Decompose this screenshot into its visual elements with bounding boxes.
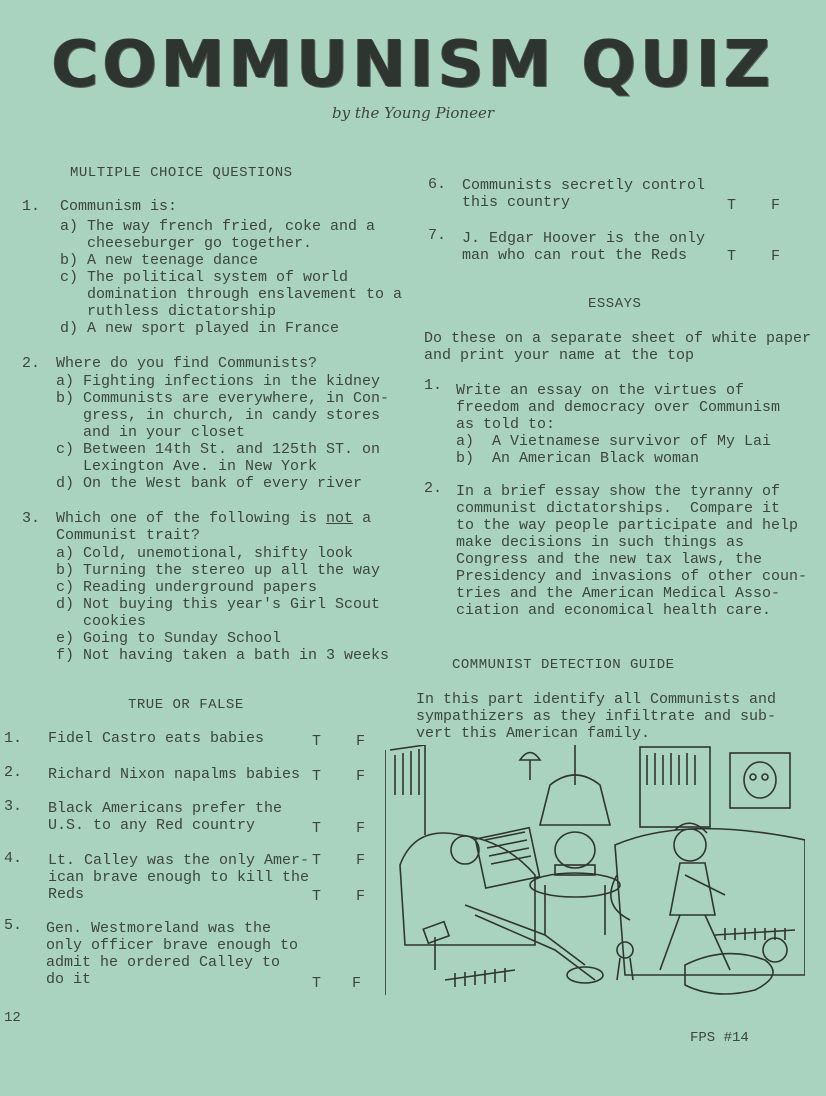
mc-q3-option-a: a) Cold, unemotional, shifty look [56,545,354,562]
tf-q3-false: F [356,820,366,837]
tf-q2-text: Richard Nixon napalms babies [48,766,301,783]
tf-q6-text: Communists secretly control this country [462,177,706,211]
tf-q7-text: J. Edgar Hoover is the only man who can rout the Reds [462,230,706,264]
mc-q1-option-c2: domination through enslavement to a [60,286,403,303]
mc-q3-prompt: Which one of the following is not a [56,510,372,527]
tf-q6-true: T [727,197,737,214]
mc-q3-prompt-line2: Communist trait? [56,527,201,544]
tf-q7-false: F [771,248,781,265]
mc-q1-option-b: b) A new teenage dance [60,252,259,269]
mc-q3-option-e: e) Going to Sunday School [56,630,282,647]
essay-2-number: 2. [424,480,443,497]
detection-heading: COMMUNIST DETECTION GUIDE [452,657,675,673]
mc-q2-option-b2: gress, in church, in candy stores [56,407,381,424]
tf-q6-number: 6. [428,176,447,193]
page-number: 12 [4,1010,21,1026]
tf-q1-true: T [312,733,322,750]
tf-q2-false: F [356,768,366,785]
mc-q3-option-b: b) Turning the stereo up all the way [56,562,381,579]
mc-q2-option-b3: and in your closet [56,424,246,441]
mc-q2-option-c1: c) Between 14th St. and 125th ST. on [56,441,381,458]
true-false-heading: TRUE OR FALSE [128,697,244,713]
essay-1-number: 1. [424,377,443,394]
tf-q4-number: 4. [4,850,23,867]
essays-heading: ESSAYS [588,296,642,312]
essay-2-text: In a brief essay show the tyranny of communist dictatorships. Compare it to the way people participate and help make decisions in such things as Congress and the new tax laws, the Presidency and invasions of other coun- tries and the American Medical Asso- ciation and economical health care. [456,483,808,619]
mc-q1-option-a1: a) The way french fried, coke and a [60,218,376,235]
tf-q6-false: F [771,197,781,214]
tf-q2-true: T [312,768,322,785]
mc-q1-option-c3: ruthless dictatorship [60,303,277,320]
tf-q4-true: T [312,852,322,869]
tf-q1-false: F [356,733,366,750]
family-cartoon-illustration [385,745,805,1005]
tf-q4b-false: F [356,888,366,905]
mc-q3-option-f: f) Not having taken a bath in 3 weeks [56,647,390,664]
mc-q2-number: 2. [22,355,41,372]
mc-q1-option-c1: c) The political system of world [60,269,349,286]
tf-q7-number: 7. [428,227,447,244]
tf-q3-true: T [312,820,322,837]
tf-q5-false: F [352,975,362,992]
mc-q2-option-a: a) Fighting infections in the kidney [56,373,381,390]
tf-q1-text: Fidel Castro eats babies [48,730,265,747]
essay-1-text: Write an essay on the virtues of freedom and democracy over Communism as told to: a) A Vietnamese survivor of My Lai b) An American Black woman [456,382,781,467]
tf-q4b-true: T [312,888,322,905]
tf-q3-text: Black Americans prefer the U.S. to any Red country [48,800,283,834]
tf-q2-number: 2. [4,764,23,781]
mc-q3-option-d2: cookies [56,613,147,630]
mc-q3-option-c: c) Reading underground papers [56,579,318,596]
footer-code: FPS #14 [690,1030,749,1046]
detection-text: In this part identify all Communists and sympathizers as they infiltrate and sub- vert this American family. [416,691,777,742]
mc-q1-prompt: Communism is: [60,198,178,215]
byline: by the Young Pioneer [331,104,494,122]
mc-q1-option-d: d) A new sport played in France [60,320,340,337]
page-title: COMMUNISM QUIZ [51,28,775,102]
multiple-choice-heading: MULTIPLE CHOICE QUESTIONS [70,165,293,181]
mc-q2-option-c2: Lexington Ave. in New York [56,458,318,475]
essays-intro: Do these on a separate sheet of white paper and print your name at the top [424,330,812,364]
mc-q2-option-b1: b) Communists are everywhere, in Con- [56,390,390,407]
tf-q4-false: F [356,852,366,869]
tf-q4-text: Lt. Calley was the only Amer- ican brave enough to kill the Reds [48,852,310,903]
mc-q1-number: 1. [22,198,41,215]
tf-q7-true: T [727,248,737,265]
mc-q2-option-d: d) On the West bank of every river [56,475,363,492]
mc-q1-option-a2: cheeseburger go together. [60,235,313,252]
tf-q5-true: T [312,975,322,992]
tf-q3-number: 3. [4,798,23,815]
mc-q2-prompt: Where do you find Communists? [56,355,318,372]
mc-q3-number: 3. [22,510,41,527]
tf-q1-number: 1. [4,730,23,747]
mc-q3-option-d1: d) Not buying this year's Girl Scout [56,596,381,613]
tf-q5-text: Gen. Westmoreland was the only officer brave enough to admit he ordered Calley to do it [46,920,299,988]
tf-q5-number: 5. [4,917,23,934]
